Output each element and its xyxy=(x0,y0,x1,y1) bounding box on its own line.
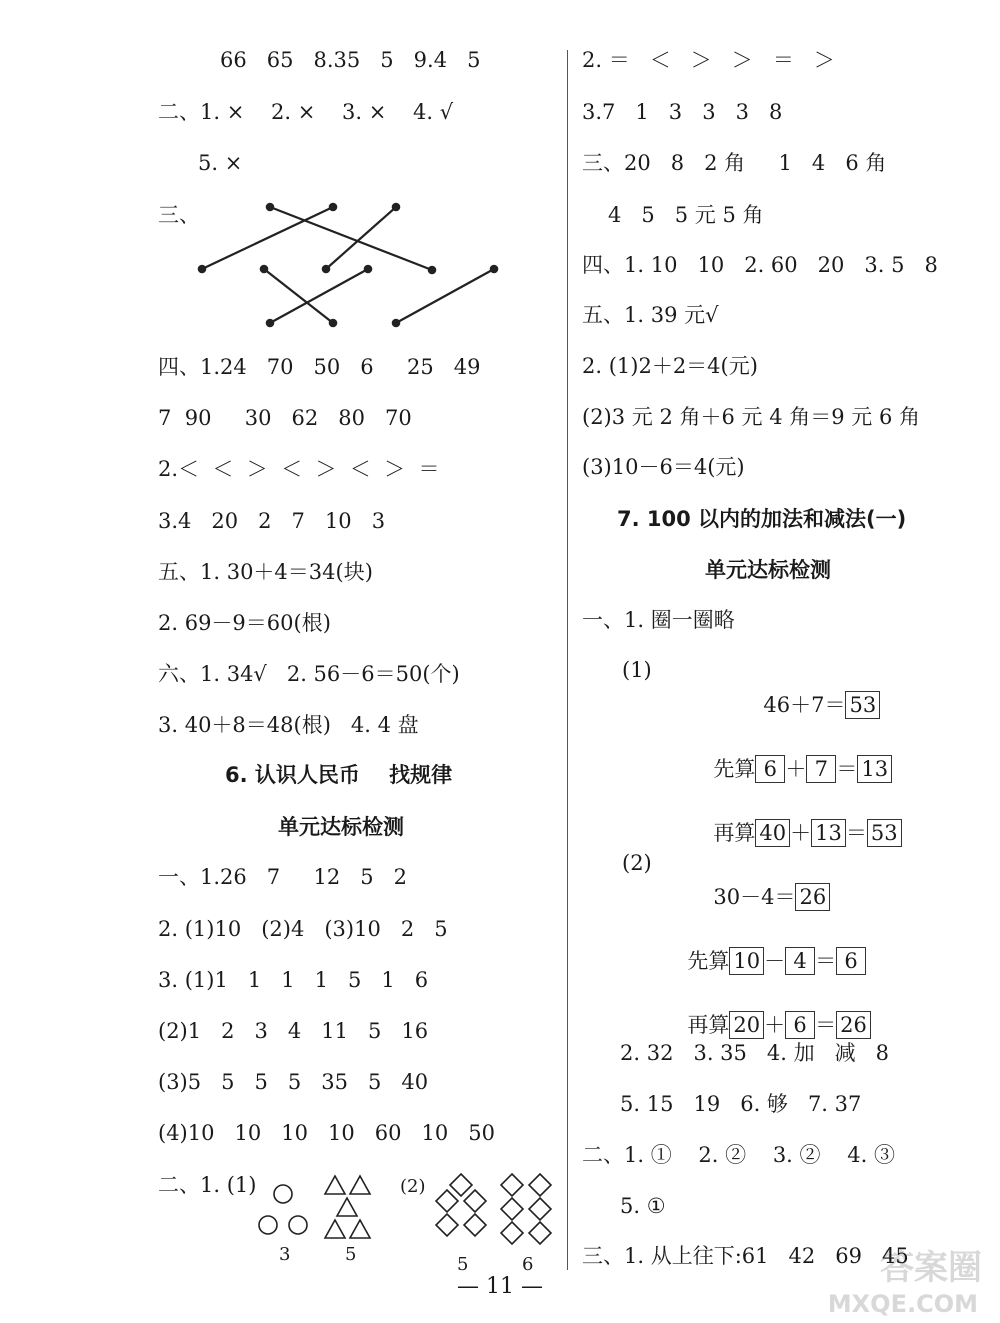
figure-label: (2) xyxy=(400,1176,426,1197)
answer-box: 26 xyxy=(836,1011,871,1039)
figure-label: 5 xyxy=(345,1244,357,1265)
section-heading: 单元达标检测 xyxy=(705,558,831,582)
expr-text: 46＋7＝ xyxy=(763,693,846,717)
boxed-row-3 xyxy=(700,788,902,848)
answer-line: 二、1. (1) xyxy=(158,1173,257,1197)
answer-box: 10 xyxy=(729,947,764,975)
answer-line: 四、1.24 70 50 6 25 49 xyxy=(158,355,481,379)
circle-shape xyxy=(259,1216,277,1234)
answer-line: (2)3 元 2 角＋6 元 4 角＝9 元 6 角 xyxy=(582,405,920,429)
watermark-url: MXQE.COM xyxy=(827,1290,978,1318)
match-line xyxy=(326,207,396,269)
operator: ＝ xyxy=(845,821,867,845)
answer-box: 26 xyxy=(795,883,830,911)
answer-line: 三、 xyxy=(158,203,200,227)
operator: ＝ xyxy=(815,1013,837,1037)
triangle-shape xyxy=(325,1220,345,1238)
circle-shape xyxy=(289,1216,307,1234)
diamond-group-6 xyxy=(501,1174,551,1244)
answer-line: 2. (1)10 (2)4 (3)10 2 5 xyxy=(158,917,448,941)
section-heading: 7. 100 以内的加法和减法(一) xyxy=(617,507,907,531)
triangle-shape xyxy=(350,1176,370,1194)
answer-line: 3. 40＋8＝48(根) 4. 4 盘 xyxy=(158,713,419,737)
figure-label: 3 xyxy=(279,1244,291,1265)
section-heading: 单元达标检测 xyxy=(278,815,404,839)
answer-line: (1) xyxy=(622,658,652,682)
boxed-row-5 xyxy=(674,916,866,976)
answer-line: 2. 32 3. 35 4. 加 减 8 xyxy=(620,1041,890,1065)
operator: ＋ xyxy=(764,1013,786,1037)
answer-box: 53 xyxy=(867,819,902,847)
answer-line: (2) xyxy=(622,851,652,875)
answer-box: 20 xyxy=(729,1011,764,1039)
circle-shape xyxy=(274,1185,292,1203)
answer-line: 六、1. 34√ 2. 56－6＝50(个) xyxy=(158,662,460,686)
answer-line: (3)5 5 5 5 35 5 40 xyxy=(158,1070,429,1094)
operator: ＋ xyxy=(790,821,812,845)
answer-line: 5. ① xyxy=(620,1194,666,1218)
boxed-row-6 xyxy=(674,980,871,1040)
answer-line: (3)10－6＝4(元) xyxy=(582,455,745,479)
match-line xyxy=(270,269,368,323)
answer-box: 13 xyxy=(857,755,892,783)
answer-line: 4 5 5 元 5 角 xyxy=(608,203,764,227)
answer-line: 2. (1)2＋2＝4(元) xyxy=(582,354,758,378)
answer-line: 一、1. 圈一圈略 xyxy=(582,608,735,632)
answer-line: 2. 69－9＝60(根) xyxy=(158,611,331,635)
answer-line: 五、1. 39 元√ xyxy=(582,303,719,327)
answer-line: 66 65 8.35 5 9.4 5 xyxy=(220,48,481,72)
answer-line: 3. (1)1 1 1 1 5 1 6 xyxy=(158,968,429,992)
answer-line: 三、1. 从上往下:61 42 69 45 xyxy=(582,1244,909,1268)
answer-box: 7 xyxy=(806,755,836,783)
triangle-shape xyxy=(325,1176,345,1194)
match-line xyxy=(270,207,432,270)
answer-line: 四、1. 10 10 2. 60 20 3. 5 8 xyxy=(582,253,938,277)
answer-line: 7 90 30 62 80 70 xyxy=(158,406,412,430)
operator: ＝ xyxy=(815,949,837,973)
triangle-shape xyxy=(350,1220,370,1238)
answer-line: (2)1 2 3 4 11 5 16 xyxy=(158,1019,429,1043)
answer-box: 6 xyxy=(755,755,785,783)
diamond-group-5 xyxy=(436,1174,486,1236)
expr-text: 30－4＝ xyxy=(713,885,796,909)
boxed-row-2 xyxy=(700,724,892,784)
answer-box: 4 xyxy=(785,947,815,975)
expr-text: 先算 xyxy=(713,757,756,781)
answer-line: 三、20 8 2 角 1 4 6 角 xyxy=(582,151,887,175)
figure-label: 6 xyxy=(522,1254,534,1275)
answer-line: 2.＜ ＜ ＞ ＜ ＞ ＜ ＞ ＝ xyxy=(158,457,440,481)
answer-box: 6 xyxy=(785,1011,815,1039)
match-line xyxy=(202,207,333,269)
boxed-row-4 xyxy=(700,852,830,912)
answer-line: 二、1. ① 2. ② 3. ② 4. ③ xyxy=(582,1143,895,1167)
answer-line: 5. × xyxy=(198,151,243,175)
answer-box: 6 xyxy=(836,947,866,975)
answer-line: 5. 15 19 6. 够 7. 37 xyxy=(620,1092,862,1116)
answer-line: 2. ＝ ＜ ＞ ＞ ＝ ＞ xyxy=(582,48,835,72)
answer-line: 3.7 1 3 3 3 8 xyxy=(582,100,783,124)
answer-box: 40 xyxy=(755,819,790,847)
figure-label: 5 xyxy=(457,1254,469,1275)
column-divider xyxy=(567,50,568,1270)
answer-line: 3.4 20 2 7 10 3 xyxy=(158,509,386,533)
expr-text: 再算 xyxy=(713,821,756,845)
boxed-row-1 xyxy=(750,660,880,720)
match-line xyxy=(396,269,494,323)
answer-line: 二、1. × 2. × 3. × 4. √ xyxy=(158,100,454,124)
operator: ＝ xyxy=(836,757,858,781)
section-heading: 6. 认识人民币 找规律 xyxy=(225,763,453,787)
operator: ＋ xyxy=(785,757,807,781)
match-line xyxy=(264,269,333,323)
triangle-shape xyxy=(337,1198,357,1216)
answer-line: 一、1.26 7 12 5 2 xyxy=(158,865,408,889)
page-number: — 11 — xyxy=(457,1274,543,1299)
matching-lines-figure xyxy=(190,195,510,335)
answer-box: 13 xyxy=(811,819,846,847)
answer-line: 五、1. 30＋4＝34(块) xyxy=(158,560,373,584)
expr-text: 先算 xyxy=(687,949,730,973)
operator: － xyxy=(764,949,786,973)
watermark-logo: 答案圈 xyxy=(880,1248,982,1288)
answer-line: (4)10 10 10 10 60 10 50 xyxy=(158,1121,495,1145)
answer-box: 53 xyxy=(845,691,880,719)
expr-text: 再算 xyxy=(687,1013,730,1037)
